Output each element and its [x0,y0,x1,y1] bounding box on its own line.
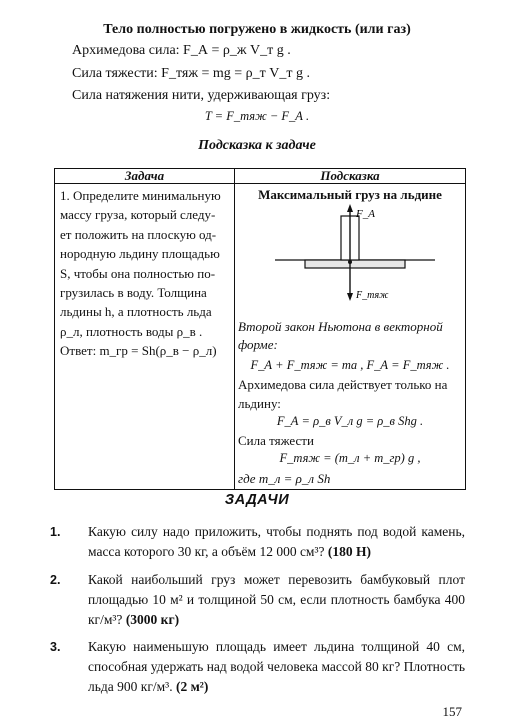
problem-cell [55,184,235,490]
tasks-title: ЗАДАЧИ [224,492,290,508]
problem-line: грузилась в воду. Толщина [60,285,207,301]
task-item [50,570,465,630]
grav-label: Сила тяжести [238,433,314,448]
archimedes-formula-line: Архимедова сила: F_А = ρ_ж V_т g . [72,43,291,58]
arch-text-line: Архимедова сила действует только на [238,377,448,392]
gravity-force-label: F_тяж [356,290,389,301]
task-answer: (2 м²) [175,679,209,694]
task-item [50,637,465,697]
problem-answer: Ответ: m_гр = Sh(ρ_в − ρ_л) [60,343,217,359]
problem-line: S, чтобы она полностью по- [60,265,216,281]
gravity-formula-line: Сила тяжести: F_тяж = mg = ρ_т V_т g . [72,66,311,81]
problem-line: ρ_л, плотность воды ρ_в . [60,323,203,339]
task-number: 1. [50,525,61,539]
problem-line: 1. Определите минимальную [60,188,221,203]
task-answer: (3000 кг) [125,612,180,627]
newton-text-line: Второй закон Ньютона в векторной [238,319,443,334]
hint-table [54,168,466,490]
arch-text-line: льдину: [238,396,281,411]
task-text: Какую наименьшую площадь имеет льдина толщиной 40 см, способная удержать над водой человека массой 80 кг? Плотность льда 900 кг/м³. [88,639,465,694]
col-header-task: Задача [55,169,235,184]
hint-cell [235,184,466,490]
where-formula: где m_л = ρ_л Sh [238,471,331,486]
tension-label: Сила натяжения нити, удерживающая груз: [72,88,331,103]
newton-text-line: форме: [238,337,278,352]
problem-line: нородную льдину площадью [60,246,220,262]
task-text: Какой наибольший груз может перевозить бамбуковый плот площадью 10 м² и толщиной 50 см, если плотность бамбука 400 кг/м³? [88,572,465,627]
newton-formula: F_А + F_тяж = ma , F_А = F_тяж . [250,358,450,372]
ice-floe-diagram [275,204,435,304]
problem-line: ет положить на плоскую од- [60,226,217,242]
problem-line: льдины h, а плотность льда [60,304,212,320]
col-header-hint: Подсказка [235,169,466,184]
task-number: 3. [50,640,61,654]
task-number: 2. [50,573,61,587]
hint-heading: Максимальный груз на льдине [258,187,442,202]
task-text: Какую силу надо приложить, чтобы поднять под водой камень, масса которого 30 кг, а объём 12 000 см³? [88,524,465,559]
problem-line: массу груза, который следу- [60,207,216,223]
task-answer: (180 Н) [327,544,372,559]
tension-formula: T = F_тяж − F_А . [204,109,310,123]
arch-formula: F_А = ρ_в V_л g = ρ_в Shg . [276,414,424,428]
buoyancy-force-label: F_А [356,208,375,220]
page-title: Тело полностью погружено в жидкость (или газ) [103,22,411,37]
grav-formula: F_тяж = (m_л + m_гр) g , [279,451,421,465]
task-item [50,522,465,562]
page-number: 157 [442,704,462,719]
hint-section-title: Подсказка к задаче [198,138,316,153]
